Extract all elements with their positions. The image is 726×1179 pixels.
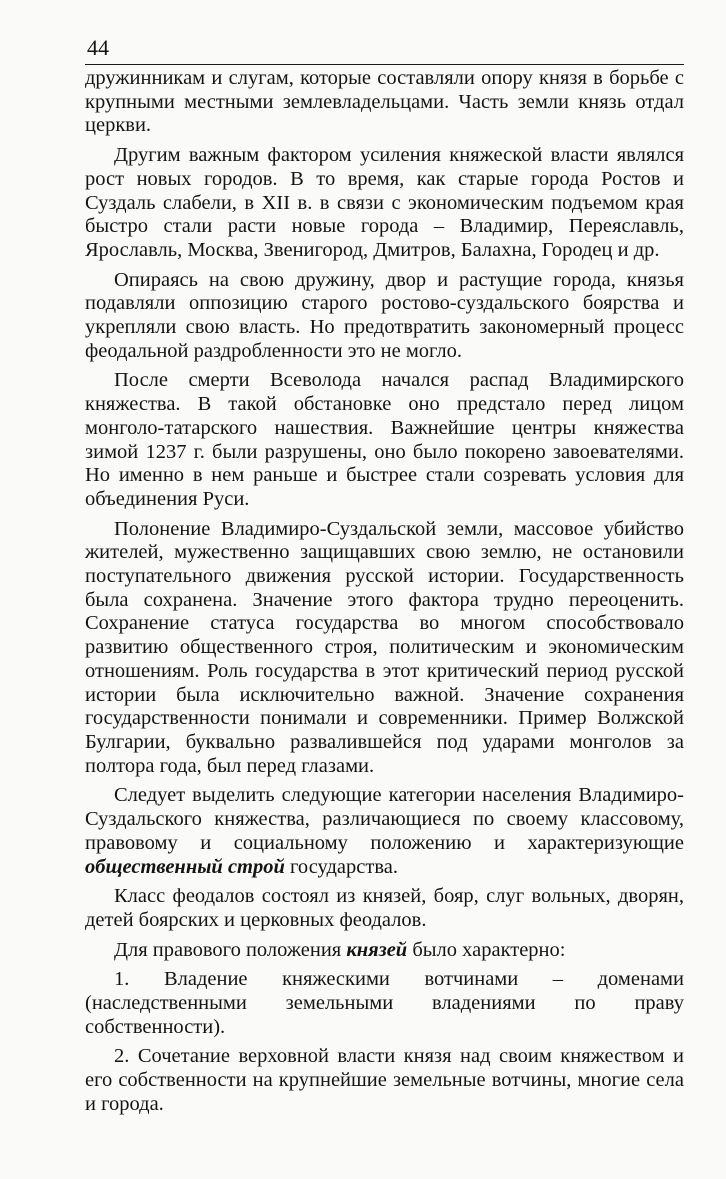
paragraph-8-text-after: было характерно: (407, 938, 566, 961)
paragraph-2: Другим важным фактором усиления княжеской власти являлся рост новых городов. В то время, как старые города Ростов и Суздаль слабели, в XII в. в связи с экономическим подъемом края быстро стали расти новые города – Владимир, Переяславль, Ярославль, Москва, Звенигород, Дмитров, Балахна, Городец и др. (85, 144, 684, 261)
emphasis-princes: князей (346, 938, 408, 961)
paragraph-5: Полонение Владимиро-Суздальской земли, массовое убийство жителей, мужественно защищавших свою землю, не остановили поступательного движения русской истории. Государственность была сохранена. Значение этого фактора трудно переоценить. Сохранение статуса государства во многом способствовало развитию общественного строя, политическим и экономическим отношениям. Роль государства в этот критический период русской истории была исключительно важной. Значение сохранения государственности понимали и современники. Пример Волжской Булгарии, буквально развалившейся под ударами монголов за полтора года, был перед глазами. (85, 517, 684, 777)
paragraph-6-text-before: Следует выделить следующие категории населения Владимиро-Суздальского княжества, различающиеся по своему классовому, правовому и социальному положению и характеризующие (85, 784, 684, 854)
paragraph-3: Опираясь на свою дружину, двор и растущие города, князья подавляли оппозицию старого ростово-суздальского боярства и укрепляли свою власть. Но предотвратить закономерный процесс феодальной раздробленности это не могло. (85, 268, 684, 362)
list-item-2: 2. Сочетание верховной власти князя над своим княжеством и его собственности на крупнейшие земельные вотчины, многие села и города. (85, 1045, 684, 1115)
paragraph-6-text-after: государства. (284, 855, 398, 878)
list-item-1: 1. Владение княжескими вотчинами – доменами (наследственными земельными владениями по праву собственности). (85, 968, 684, 1038)
emphasis-social-structure: общественный строй (85, 855, 285, 878)
paragraph-4: После смерти Всеволода начался распад Владимирского княжества. В такой обстановке оно предстало перед лицом монголо-татарского нашествия. Важнейшие центры княжества зимой 1237 г. были разрушены, оно было покорено завоевателями. Но именно в нем раньше и быстрее стали созревать условия для объединения Руси. (85, 369, 684, 510)
paragraph-1: дружинникам и слугам, которые составляли опору князя в борьбе с крупными местными землевладельцами. Часть земли князь отдал церкви. (85, 67, 684, 137)
header-rule (85, 64, 684, 65)
paragraph-8-text-before: Для правового положения (114, 938, 347, 961)
book-page (85, 36, 684, 1117)
paragraph-8 (85, 939, 684, 963)
paragraph-7: Класс феодалов состоял из князей, бояр, слуг вольных, дворян, детей боярских и церковных феодалов. (85, 885, 684, 931)
page-number: 44 (87, 35, 109, 60)
paragraph-6 (85, 784, 684, 879)
